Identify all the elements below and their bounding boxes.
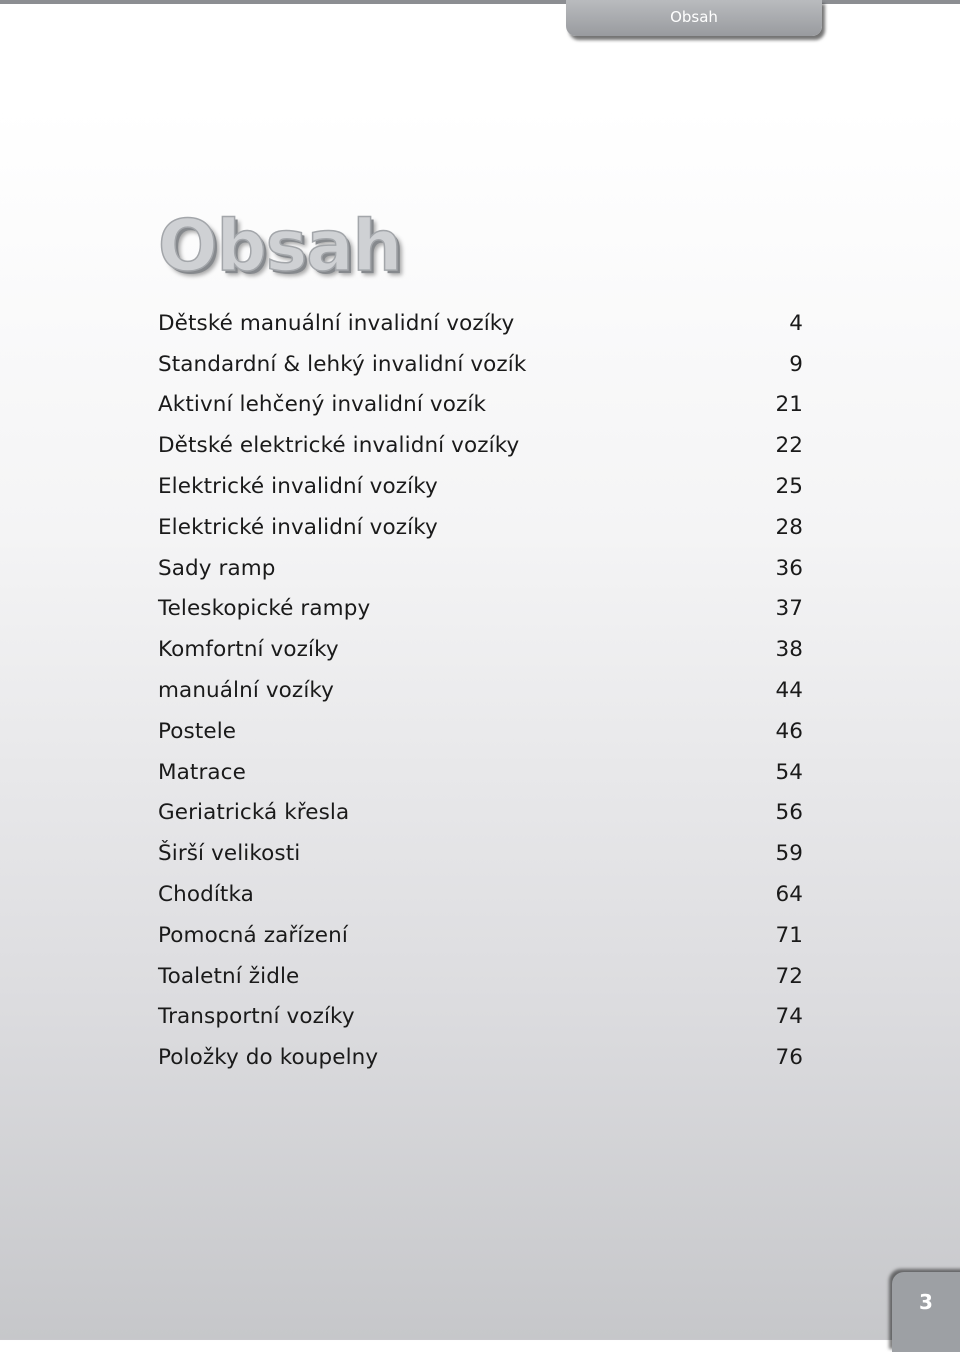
toc-entry-page: 71 xyxy=(775,922,803,948)
toc-entry-label: Matrace xyxy=(158,759,246,785)
section-tab: Obsah xyxy=(566,0,822,36)
toc-entry[interactable] xyxy=(158,507,803,548)
toc-entry[interactable] xyxy=(158,956,803,997)
toc-entry-page: 25 xyxy=(775,474,803,500)
toc-entry-page: 72 xyxy=(775,963,803,989)
toc-entry[interactable] xyxy=(158,752,803,793)
toc-entry[interactable] xyxy=(158,303,803,344)
toc-entry[interactable] xyxy=(158,589,803,630)
toc-entry-label: Sady ramp xyxy=(158,555,276,581)
page-number: 3 xyxy=(919,1290,933,1314)
toc-entry-label: Transportní vozíky xyxy=(158,1004,355,1030)
toc-entry-page: 64 xyxy=(775,882,803,908)
toc-entry-label: Dětské manuální invalidní vozíky xyxy=(158,310,515,336)
table-of-contents xyxy=(158,303,803,1078)
toc-entry-label: Elektrické invalidní vozíky xyxy=(158,514,438,540)
toc-entry[interactable] xyxy=(158,385,803,426)
toc-entry-label: Širší velikosti xyxy=(158,841,301,867)
toc-entry-page: 21 xyxy=(775,392,803,418)
toc-entry-page: 54 xyxy=(775,759,803,785)
toc-entry-page: 56 xyxy=(775,800,803,826)
toc-entry-label: Elektrické invalidní vozíky xyxy=(158,474,438,500)
toc-entry-page: 22 xyxy=(775,433,803,459)
toc-entry-page: 4 xyxy=(789,310,803,336)
toc-entry-label: manuální vozíky xyxy=(158,678,334,704)
toc-entry-label: Standardní & lehký invalidní vozík xyxy=(158,351,527,377)
toc-entry-page: 36 xyxy=(775,555,803,581)
toc-entry-label: Postele xyxy=(158,718,237,744)
toc-entry[interactable] xyxy=(158,548,803,589)
toc-entry-page: 44 xyxy=(775,678,803,704)
toc-entry-page: 76 xyxy=(775,1045,803,1071)
toc-entry-page: 28 xyxy=(775,514,803,540)
toc-entry[interactable] xyxy=(158,466,803,507)
toc-entry[interactable] xyxy=(158,344,803,385)
toc-entry-page: 59 xyxy=(775,841,803,867)
toc-entry-page: 74 xyxy=(775,1004,803,1030)
toc-entry[interactable] xyxy=(158,874,803,915)
toc-entry[interactable] xyxy=(158,915,803,956)
toc-entry[interactable] xyxy=(158,425,803,466)
toc-entry-page: 38 xyxy=(775,637,803,663)
toc-entry-label: Komfortní vozíky xyxy=(158,637,339,663)
page-title: Obsah xyxy=(158,205,402,287)
toc-entry[interactable] xyxy=(158,833,803,874)
toc-entry-page: 9 xyxy=(789,351,803,377)
toc-entry-label: Toaletní židle xyxy=(158,963,300,989)
toc-entry[interactable] xyxy=(158,1037,803,1078)
toc-entry[interactable] xyxy=(158,997,803,1038)
toc-entry-label: Pomocná zařízení xyxy=(158,922,348,948)
toc-entry[interactable] xyxy=(158,629,803,670)
toc-entry-label: Chodítka xyxy=(158,882,254,908)
toc-entry-label: Položky do koupelny xyxy=(158,1045,379,1071)
toc-entry-page: 46 xyxy=(775,718,803,744)
toc-entry-label: Aktivní lehčený invalidní vozík xyxy=(158,392,486,418)
toc-entry-label: Dětské elektrické invalidní vozíky xyxy=(158,433,520,459)
toc-entry[interactable] xyxy=(158,793,803,834)
toc-entry-page: 37 xyxy=(775,596,803,622)
toc-entry[interactable] xyxy=(158,711,803,752)
toc-entry-label: Teleskopické rampy xyxy=(158,596,371,622)
toc-entry[interactable] xyxy=(158,670,803,711)
toc-entry-label: Geriatrická křesla xyxy=(158,800,350,826)
